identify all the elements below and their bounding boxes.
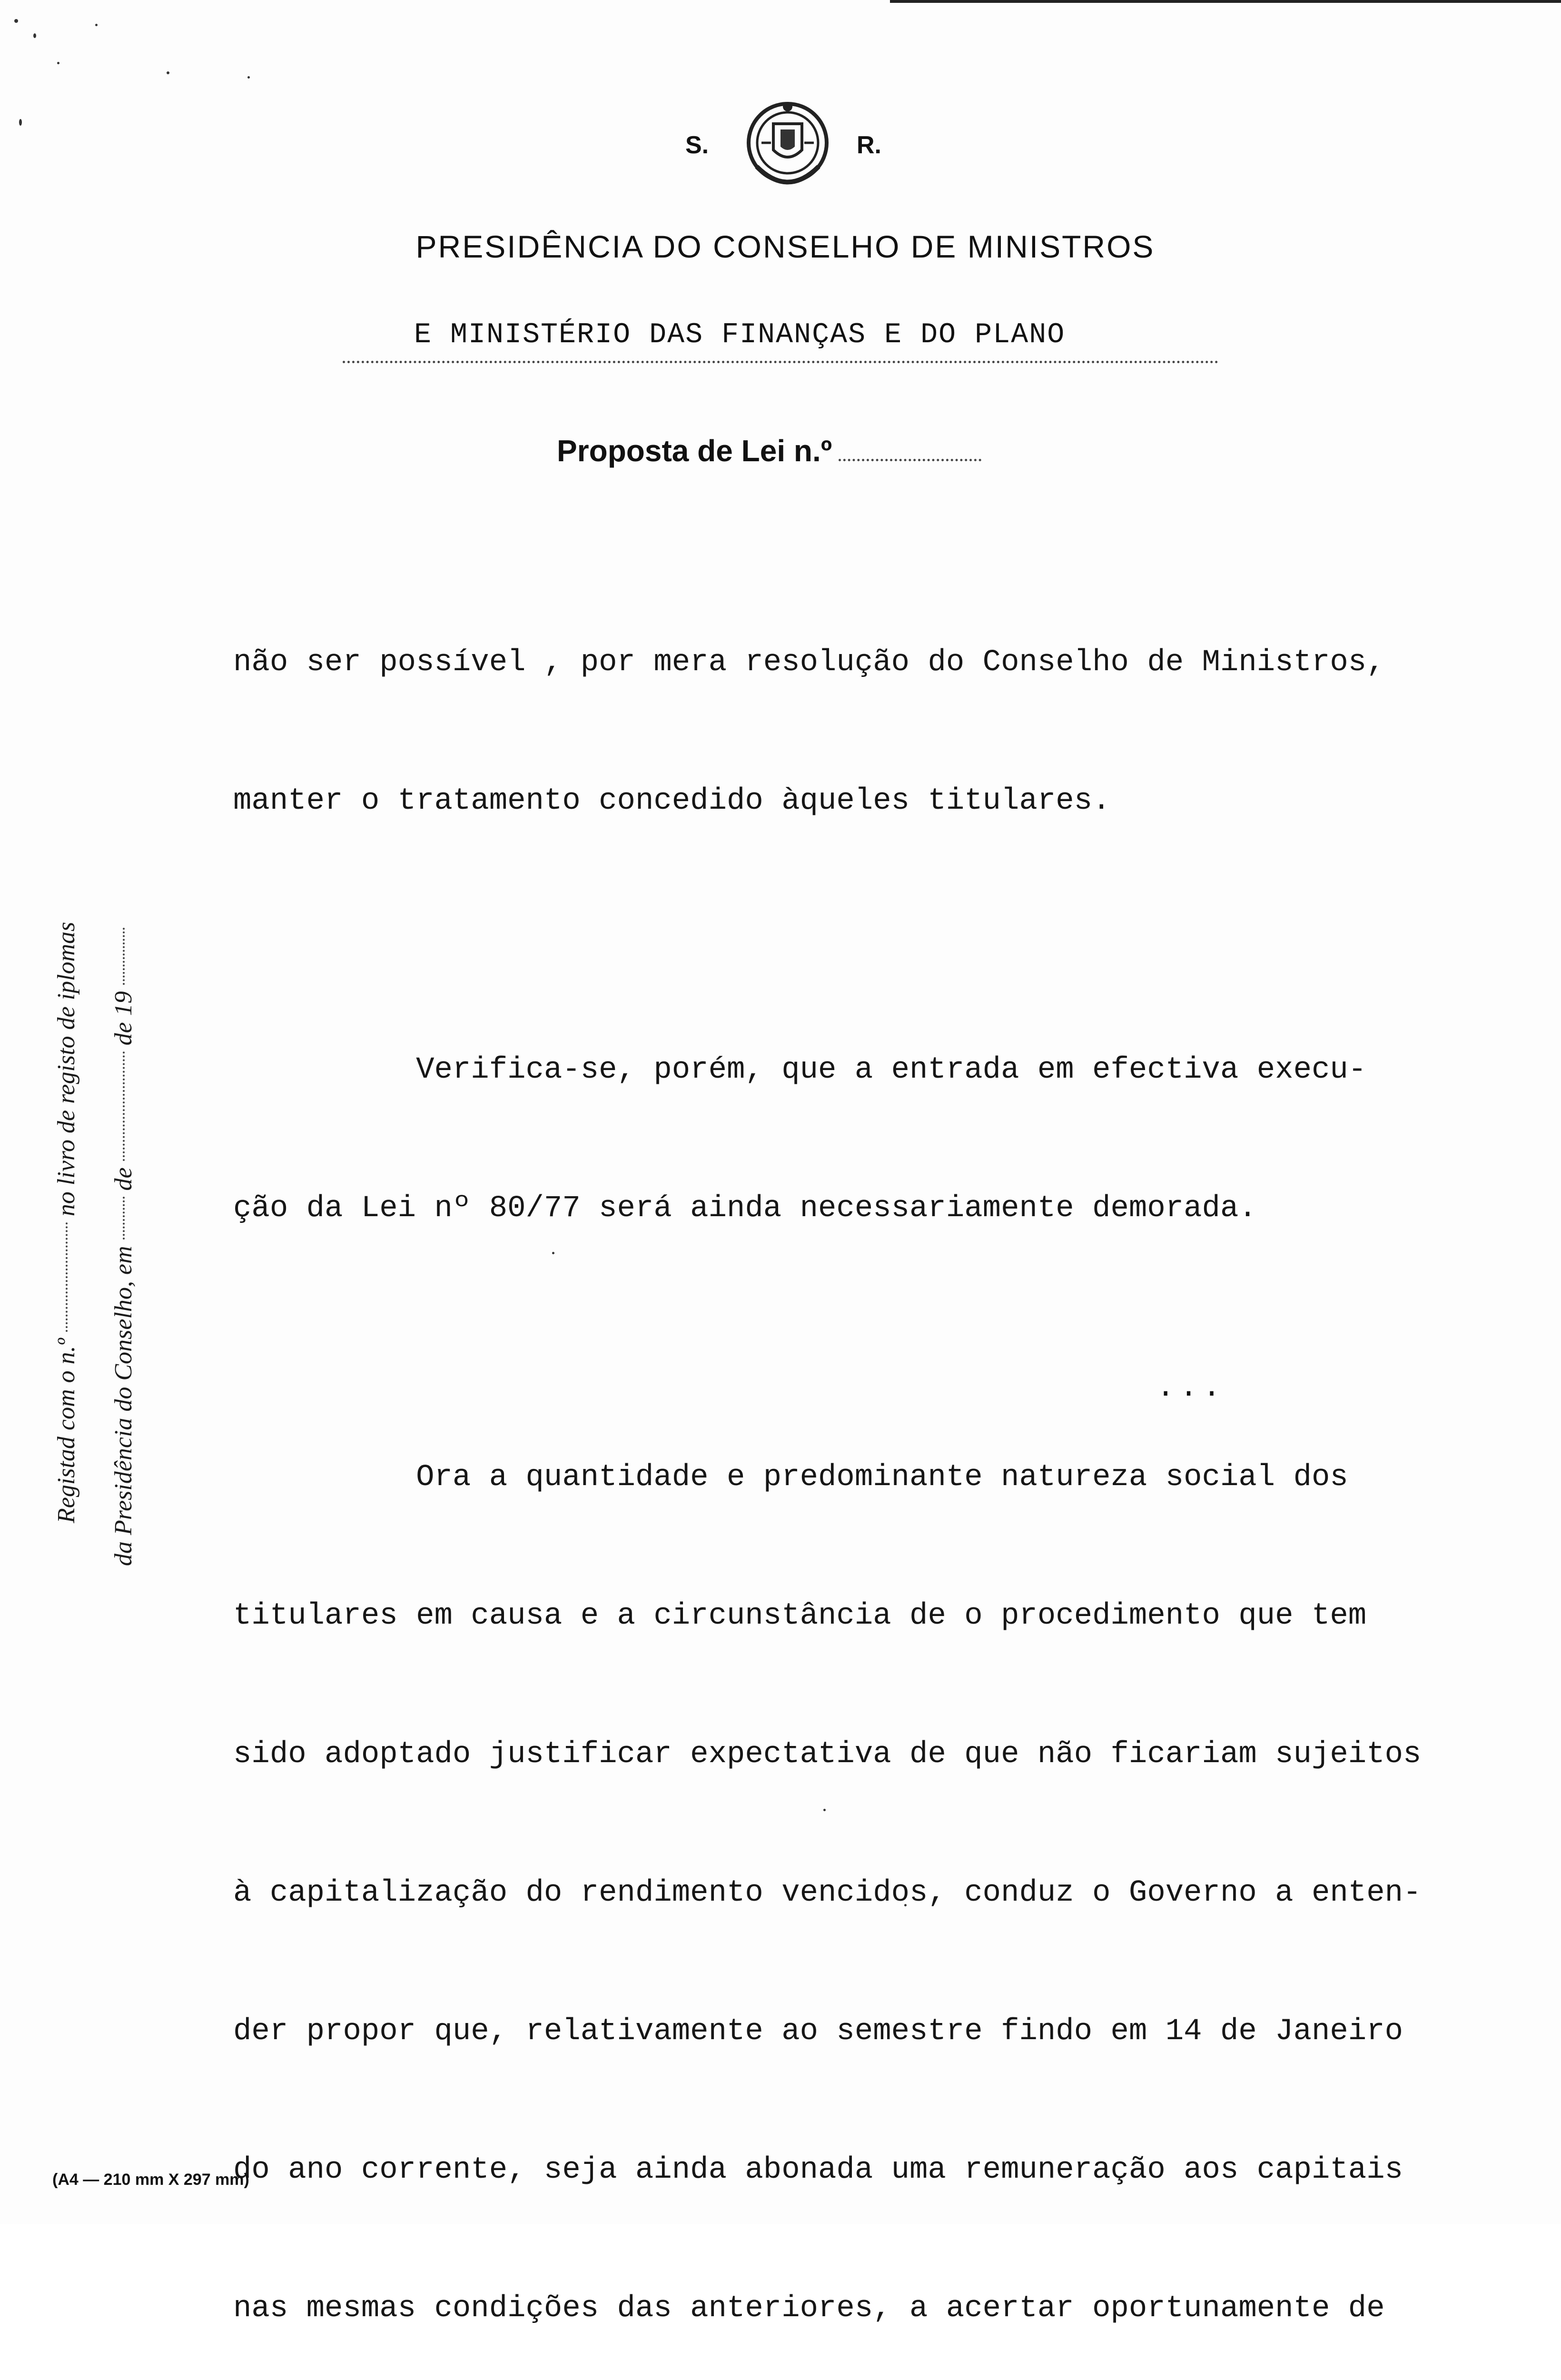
margin-text: com o n.º — [53, 1338, 80, 1431]
paragraph — [233, 1362, 1509, 2380]
margin-text: no livro de registo de — [53, 1006, 80, 1217]
scan-speck — [14, 19, 18, 23]
office-title — [0, 228, 1561, 265]
text-line: não ser possível , por mera resolução do Conselho de Ministros, — [233, 645, 1385, 680]
scan-speck — [57, 62, 59, 64]
text-line: do ano corrente, seja ainda abonada uma remuneração aos capitais — [233, 2153, 1403, 2187]
margin-text: da Presidência do Conselho, em — [110, 1246, 137, 1566]
month-blank — [123, 1051, 125, 1161]
text-line: titulares em causa e a circunstância de o procedimento que tem — [233, 1599, 1367, 1633]
scan-speck — [19, 119, 22, 126]
margin-text: Registad — [53, 1437, 80, 1523]
ministry-name: E MINISTÉRIO DAS FINANÇAS E DO PLANO — [414, 319, 1066, 351]
text-line: sido adoptado justificar expectativa de que não ficariam sujeitos — [233, 1737, 1422, 1772]
continuation-mark: ... — [1156, 1371, 1226, 1405]
registration-note-line-2 — [109, 928, 138, 1566]
ministry-line — [343, 318, 1218, 363]
registration-note-line-1 — [52, 922, 80, 1523]
margin-text: de — [110, 1167, 137, 1191]
scan-speck — [95, 24, 98, 26]
proposal-label: Proposta de Lei n.º — [557, 434, 832, 468]
margin-text: de 19 — [110, 991, 137, 1046]
document-body — [233, 547, 1509, 2380]
office-title-text: PRESIDÊNCIA DO CONSELHO DE MINISTROS — [415, 229, 1155, 264]
day-blank — [123, 1197, 125, 1240]
registration-number-blank — [66, 1222, 68, 1332]
text-line: Ora a quantidade e predominante natureza social dos — [233, 1460, 1348, 1495]
scan-speck — [167, 71, 169, 74]
text-line: Verifica-se, porém, que a entrada em efectiva execu- — [233, 1053, 1367, 1087]
text-line: manter o tratamento concedido àqueles titulares. — [233, 784, 1111, 818]
proposal-number-blank — [839, 459, 981, 461]
coat-of-arms-icon — [738, 95, 838, 200]
paragraph — [233, 955, 1509, 1324]
margin-text: iplomas — [53, 922, 80, 1001]
text-line: à capitalização do rendimento vencidos, conduz o Governo a enten- — [233, 1876, 1422, 1910]
text-line: ção da Lei nº 80/77 será ainda necessariamente demorada. — [233, 1191, 1257, 1226]
letterhead-emblem — [676, 90, 904, 205]
year-blank — [123, 928, 125, 985]
letter-s: S. — [685, 131, 709, 159]
top-edge-rule — [890, 0, 1561, 3]
scan-speck — [33, 33, 36, 38]
paper-size-note: (A4 — 210 mm X 297 mm) — [52, 2171, 249, 2189]
text-line: der propor que, relativamente ao semestre findo em 14 de Janeiro — [233, 2014, 1403, 2049]
letter-r: R. — [857, 131, 881, 159]
scan-speck — [247, 76, 250, 79]
text-line: nas mesmas condições das anteriores, a acertar oportunamente de — [233, 2291, 1385, 2326]
proposal-heading — [557, 433, 981, 471]
paragraph — [233, 547, 1509, 917]
